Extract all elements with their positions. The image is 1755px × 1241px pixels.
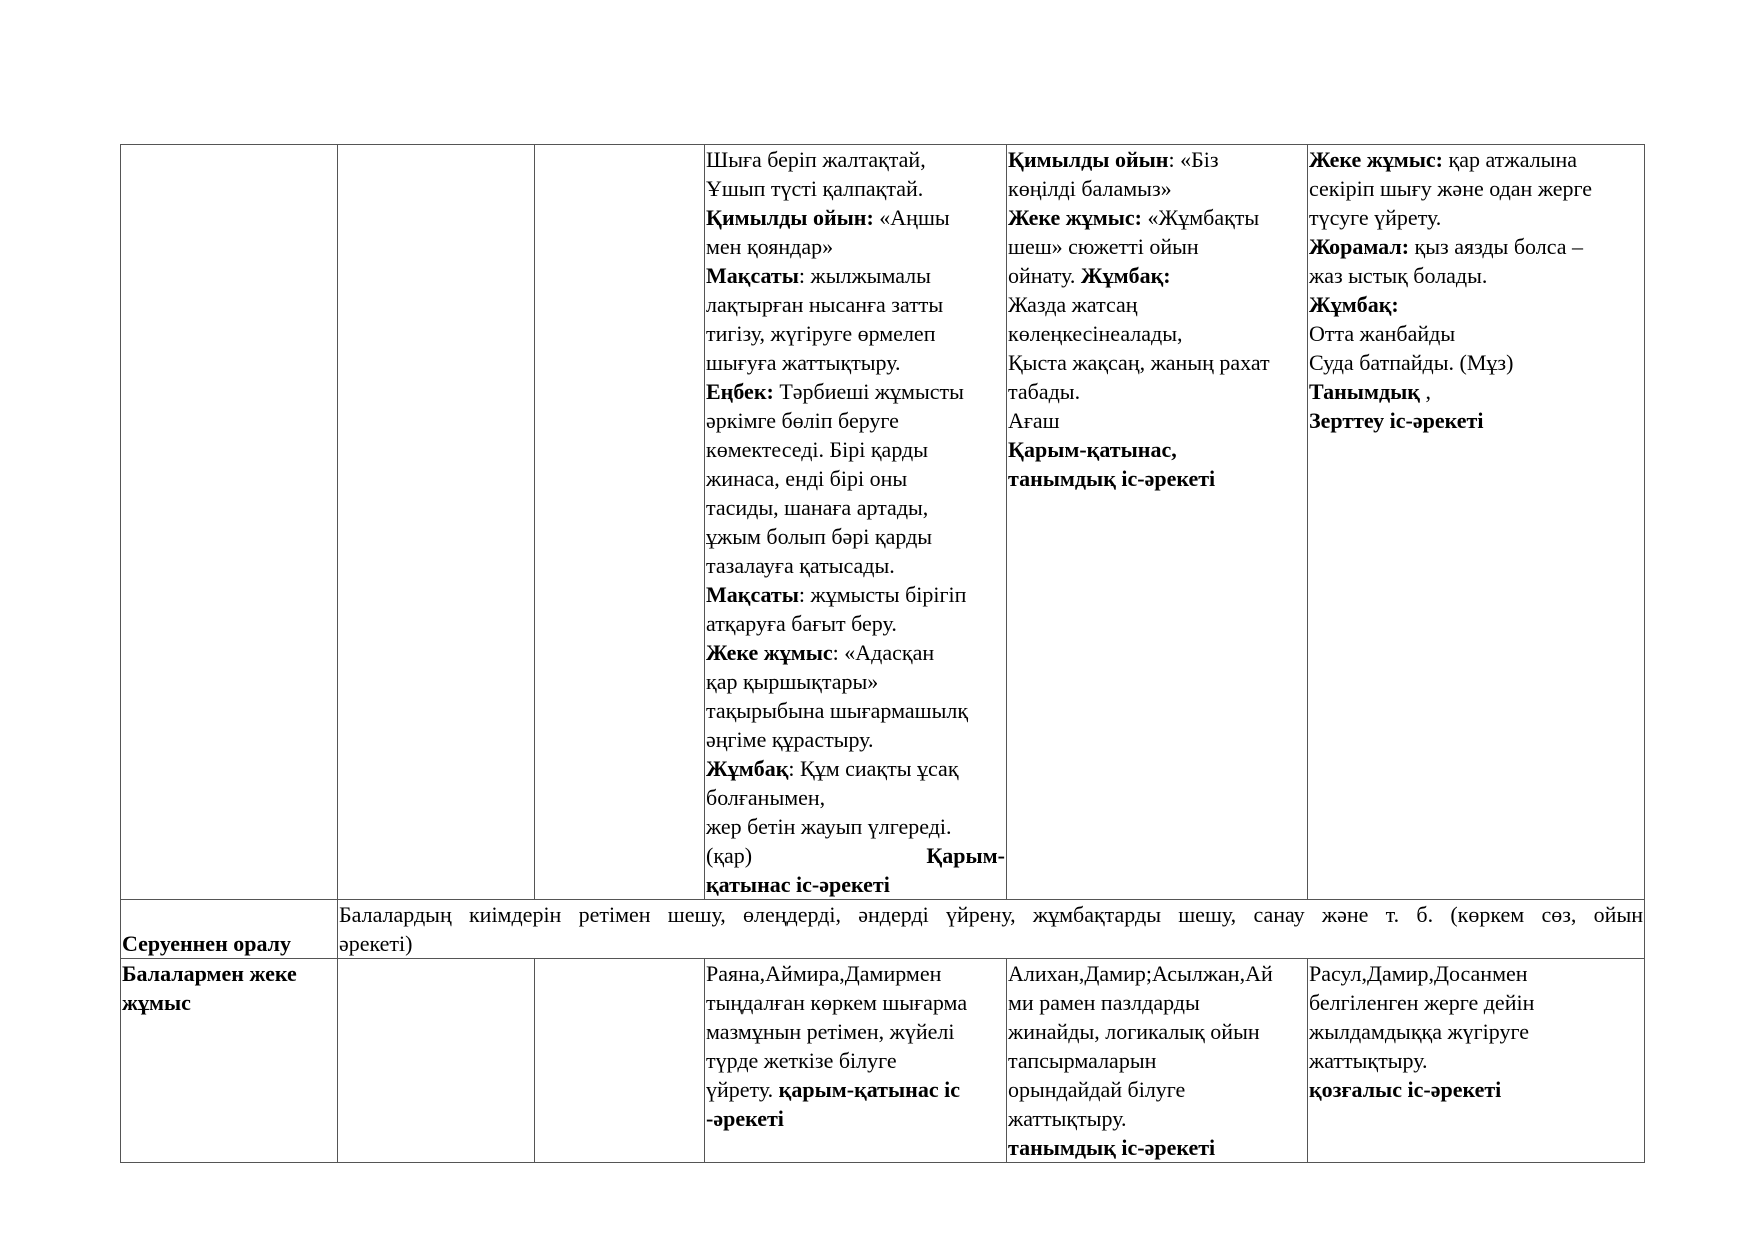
cell-line — [706, 580, 1005, 609]
cell-line — [706, 1017, 1005, 1046]
cell-line — [706, 174, 1005, 203]
text: болғанымен, — [706, 785, 826, 810]
text: қыз аязды болса – — [1409, 234, 1584, 259]
text: мазмұнын ретімен, жүйелі — [706, 1019, 955, 1044]
text: қар атжалына — [1443, 147, 1577, 172]
cell-line — [1309, 232, 1643, 261]
activity-text: Балалардың киімдерін ретімен шешу, өлеңдерді, әндерді үйрену, жұмбақтарды шешу, санау және т. б. (көркем сөз, ойын — [339, 902, 1643, 927]
cell-line — [706, 551, 1005, 580]
text: шеш» сюжетті ойын — [1008, 234, 1199, 259]
bold-text: Қарым-қатынас, — [1008, 437, 1177, 462]
bold-text: қозғалыс іс-әрекеті — [1309, 1077, 1502, 1102]
bold-text: Қимылды ойын — [1008, 147, 1169, 172]
cell-line — [1008, 348, 1306, 377]
cell-line — [706, 812, 1005, 841]
text: : жылжымалы — [798, 263, 931, 288]
cell-line — [1309, 959, 1643, 988]
cell-line — [706, 290, 1005, 319]
cell-line — [1008, 319, 1306, 348]
cell-line — [706, 464, 1005, 493]
cell-line — [706, 232, 1005, 261]
cell-line — [706, 609, 1005, 638]
cell-line — [706, 406, 1005, 435]
activity-cell-col5 — [1007, 145, 1308, 900]
row-label-text: Серуеннен оралу — [122, 931, 292, 956]
row-label-text: жұмыс — [122, 990, 191, 1015]
text: жаттықтыру. — [1309, 1048, 1428, 1073]
row-label-empty — [121, 145, 338, 900]
bold-text: Қарым- — [926, 843, 1005, 868]
cell-line — [1309, 319, 1643, 348]
cell-line — [1008, 174, 1306, 203]
activity-text: әрекеті) — [339, 931, 413, 956]
bold-text: Танымдық — [1309, 379, 1420, 404]
cell-line — [706, 638, 1005, 667]
text: жинаса, енді бірі оны — [706, 466, 908, 491]
text: жер бетін жауып үлгереді. — [706, 814, 952, 839]
text: Расул,Дамир,Досанмен — [1309, 961, 1528, 986]
text: белгіленген жерге дейін — [1309, 990, 1535, 1015]
cell-line — [1008, 1133, 1306, 1162]
bold-text: Мақсаты — [706, 582, 799, 607]
text: Раяна,Аймира,Дамирмен — [706, 961, 942, 986]
text: жаттықтыру. — [1008, 1106, 1127, 1131]
individual-work-cell-col5 — [1007, 959, 1308, 1163]
cell-line — [706, 667, 1005, 696]
cell-line — [1008, 1075, 1306, 1104]
text: (қар) — [706, 843, 927, 868]
row-label — [121, 900, 338, 959]
bold-text: Мақсаты — [706, 263, 799, 288]
cell-line — [1008, 377, 1306, 406]
text: тасиды, шанаға артады, — [706, 495, 929, 520]
merged-activity-cell — [338, 900, 1645, 959]
row-label-text: Балалармен жеке — [122, 961, 297, 986]
text: түрде жеткізе білуге — [706, 1048, 897, 1073]
cell-line — [706, 1046, 1005, 1075]
cell-line — [706, 696, 1005, 725]
bold-text: қатынас іс-әрекеті — [706, 872, 890, 897]
individual-work-cell-col4 — [705, 959, 1007, 1163]
activity-cell-col4 — [705, 145, 1007, 900]
table-row — [121, 959, 1645, 1163]
cell-line — [1008, 406, 1306, 435]
text: тапсырмаларын — [1008, 1048, 1157, 1073]
cell-line — [1008, 203, 1306, 232]
text: ми рамен пазлдарды — [1008, 990, 1200, 1015]
cell-line — [706, 870, 1005, 899]
text: : Құм сиақты ұсақ — [788, 756, 959, 781]
cell-line — [706, 261, 1005, 290]
text: Ұшып түсті қалпақтай. — [706, 176, 924, 201]
text: Ағаш — [1008, 408, 1060, 433]
cell-line — [706, 493, 1005, 522]
bold-text: Жеке жұмыс: — [1008, 205, 1142, 230]
cell-line — [1008, 1046, 1306, 1075]
cell-line — [1008, 988, 1306, 1017]
empty-cell — [338, 145, 535, 900]
empty-cell — [535, 145, 705, 900]
bold-text: Қимылды ойын: — [706, 205, 874, 230]
text: , — [1419, 379, 1431, 404]
text: атқаруға бағыт беру. — [706, 611, 897, 636]
cell-line — [1309, 406, 1643, 435]
cell-line — [706, 1075, 1005, 1104]
bold-text: танымдық іс-әрекеті — [1008, 1135, 1216, 1160]
text: орындайдай білуге — [1008, 1077, 1186, 1102]
text: тигізу, жүгіруге өрмелеп — [706, 321, 936, 346]
cell-line — [706, 435, 1005, 464]
schedule-table — [120, 144, 1645, 1163]
text: үйрету. — [706, 1077, 779, 1102]
cell-line — [706, 783, 1005, 812]
cell-line — [706, 319, 1005, 348]
cell-line — [1309, 1046, 1643, 1075]
text: : «Біз — [1168, 147, 1219, 172]
bold-text: Жорамал: — [1309, 234, 1410, 259]
cell-line — [1309, 203, 1643, 232]
text: Тәрбиеші жұмысты — [773, 379, 964, 404]
cell-line — [706, 377, 1005, 406]
text: жинайды, логикалық ойын — [1008, 1019, 1260, 1044]
cell-line — [1309, 145, 1643, 174]
text: көлеңкесінеалады, — [1008, 321, 1183, 346]
bold-text: Жеке жұмыс — [706, 640, 833, 665]
cell-line — [1008, 145, 1306, 174]
text: тыңдалған көркем шығарма — [706, 990, 968, 1015]
cell-line — [1008, 435, 1306, 464]
bold-text: Зерттеу іс-әрекеті — [1309, 408, 1484, 433]
text: Алихан,Дамир;Асылжан,Ай — [1008, 961, 1273, 986]
bold-text: -әрекеті — [706, 1106, 784, 1131]
text: : «Адасқан — [832, 640, 935, 665]
text: : жұмысты бірігіп — [798, 582, 967, 607]
bold-text: Жұмбақ: — [1309, 292, 1399, 317]
text: «Жұмбақты — [1142, 205, 1260, 230]
cell-line — [706, 988, 1005, 1017]
empty-cell — [338, 959, 535, 1163]
text: Отта жанбайды — [1309, 321, 1456, 346]
cell-line — [1309, 348, 1643, 377]
text: тазалауға қатысады. — [706, 553, 895, 578]
empty-cell — [535, 959, 705, 1163]
cell-line — [1309, 290, 1643, 319]
cell-line — [706, 959, 1005, 988]
cell-line — [706, 522, 1005, 551]
cell-line — [1309, 174, 1643, 203]
text: Қыста жақсаң, жаның рахат — [1008, 350, 1270, 375]
cell-line — [1008, 232, 1306, 261]
cell-line — [706, 348, 1005, 377]
text: тақырыбына шығармашылқ — [706, 698, 969, 723]
individual-work-cell-col6 — [1308, 959, 1645, 1163]
cell-line — [706, 145, 1005, 174]
text: қар қыршықтары» — [706, 669, 879, 694]
table-row — [121, 900, 1645, 959]
cell-line — [706, 1104, 1005, 1133]
text: ойнату. — [1008, 263, 1081, 288]
cell-line — [1309, 261, 1643, 290]
text: «Аңшы — [873, 205, 950, 230]
cell-line — [1008, 261, 1306, 290]
bold-text: Жұмбақ — [706, 756, 789, 781]
text: жаз ыстық болады. — [1309, 263, 1488, 288]
text: Суда батпайды. (Мұз) — [1309, 350, 1514, 375]
text: табады. — [1008, 379, 1081, 404]
text: лақтырған нысанға затты — [706, 292, 944, 317]
bold-text: Жұмбақ: — [1080, 263, 1171, 288]
cell-line — [1008, 1104, 1306, 1133]
cell-line — [706, 203, 1005, 232]
text: Шыға беріп жалтақтай, — [706, 147, 926, 172]
text: көңілді баламыз» — [1008, 176, 1172, 201]
text: әңгіме құрастыру. — [706, 727, 874, 752]
bold-text: танымдық іс-әрекеті — [1008, 466, 1216, 491]
bold-text: Еңбек: — [706, 379, 774, 404]
text: жылдамдыққа жүгіруге — [1309, 1019, 1529, 1044]
cell-line — [1309, 377, 1643, 406]
text: түсуге үйрету. — [1309, 205, 1442, 230]
cell-line — [1309, 988, 1643, 1017]
activity-cell-col6 — [1308, 145, 1645, 900]
cell-line — [1008, 290, 1306, 319]
cell-line — [1008, 1017, 1306, 1046]
text: шығуға жаттықтыру. — [706, 350, 901, 375]
table-row — [121, 145, 1645, 900]
text: секіріп шығу және одан жерге — [1309, 176, 1593, 201]
text: мен қояндар» — [706, 234, 834, 259]
cell-line — [1008, 959, 1306, 988]
bold-text: қарым-қатынас іс — [778, 1077, 960, 1102]
bold-text: Жеке жұмыс: — [1309, 147, 1443, 172]
cell-line — [706, 754, 1005, 783]
text: Жазда жатсаң — [1008, 292, 1138, 317]
cell-line — [706, 841, 1005, 870]
cell-line — [1309, 1017, 1643, 1046]
text: көмектеседі. Бірі қарды — [706, 437, 929, 462]
row-label — [121, 959, 338, 1163]
cell-line — [1309, 1075, 1643, 1104]
text: ұжым болып бәрі қарды — [706, 524, 933, 549]
text: әркімге бөліп беруге — [706, 408, 899, 433]
cell-line — [1008, 464, 1306, 493]
cell-line — [706, 725, 1005, 754]
